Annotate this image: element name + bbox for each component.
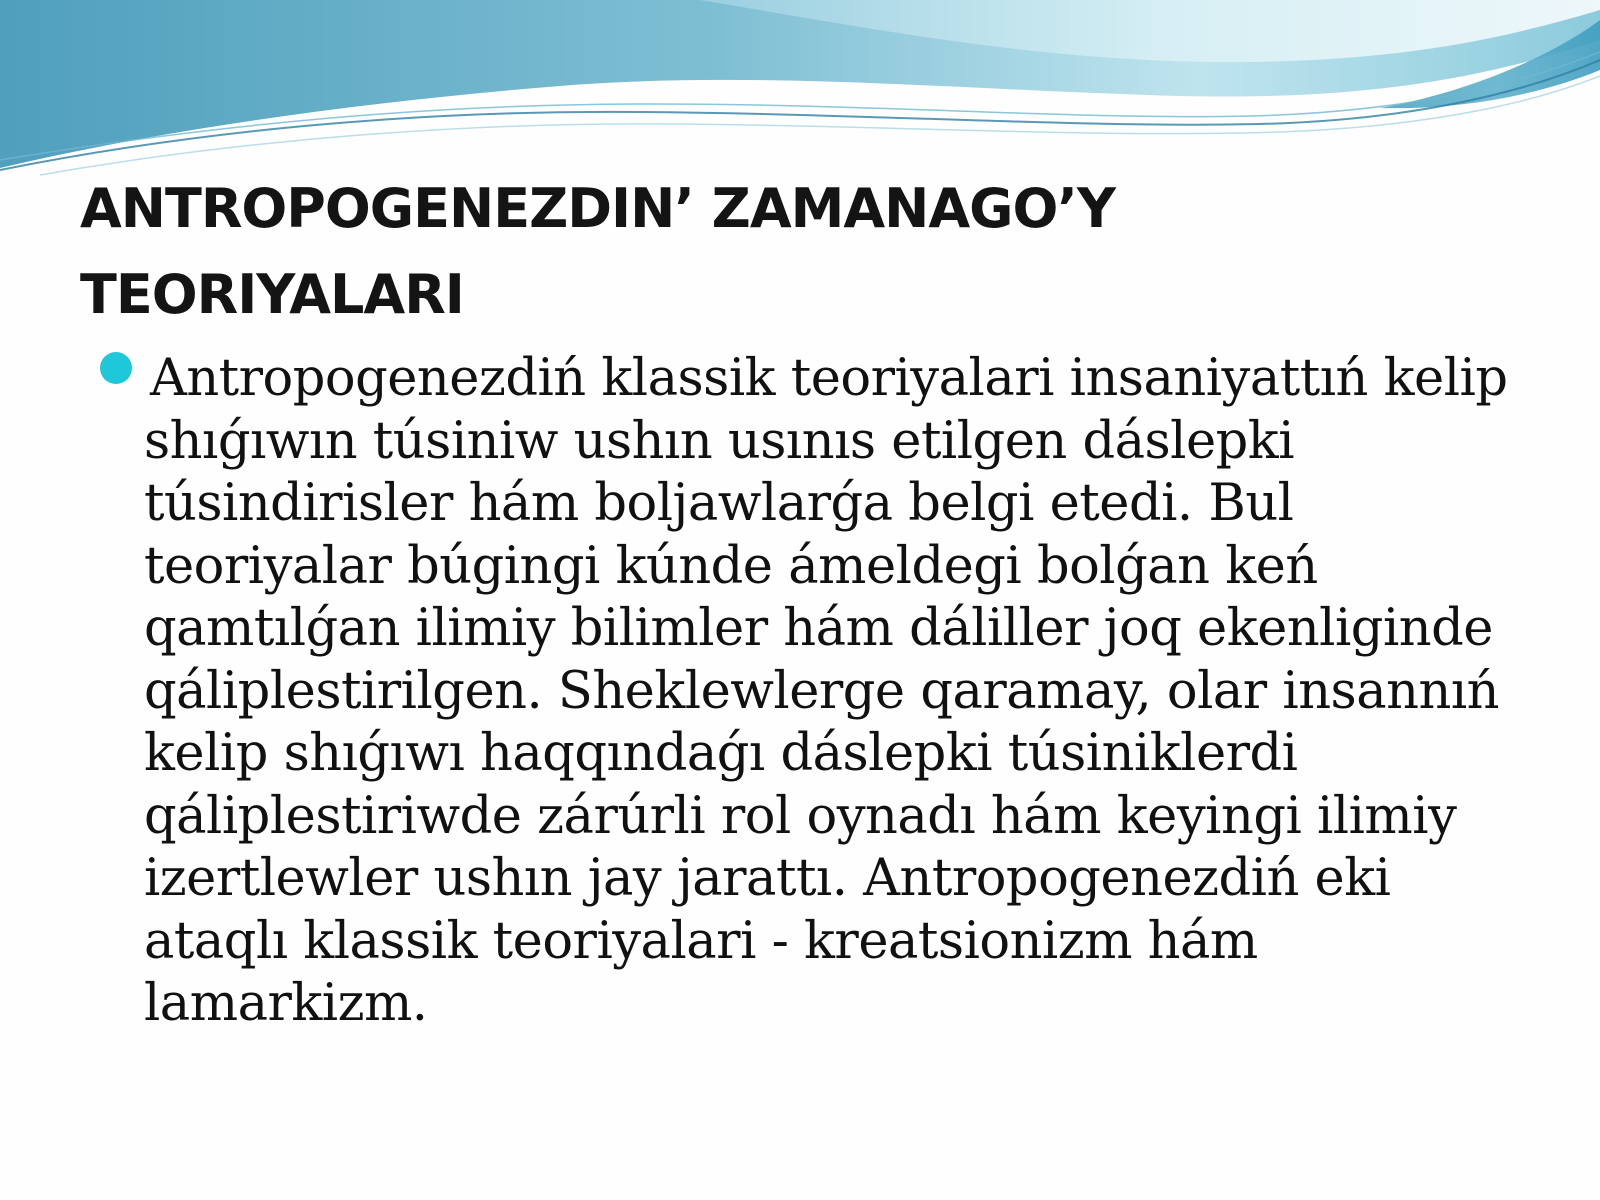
slide-body xyxy=(100,348,1520,1036)
bullet-dot-icon xyxy=(100,352,132,384)
bullet-paragraph: Antropogenezdiń klassik teoriyalari insaniyattıń kelip shıǵıwın túsiniw ushın usınıs etilgen dáslepki túsindirisler hám boljawlarǵa belgi etedi. Bul teoriyalar búgingi kúnde ámeldegi bolǵan keń qamtılǵan ilimiy bilimler hám dáliller joq ekenliginde qáliplestirilgen. Sheklewlerge qaramay, olar insannıń kelip shıǵıwı haqqındaǵı dáslepki túsiniklerdi qáliplestiriwde zárúrli rol oynadı hám keyingi ilimiy izertlewler ushın jay jarattı. Antropogenezdiń eki ataqlı klassik teoriyalari - kreatsionizm hám lamarkizm. xyxy=(144,349,1508,1033)
slide-title: ANTROPOGENEZDIN’ ZAMANAGO’Y TEORIYALARI xyxy=(80,177,1115,326)
